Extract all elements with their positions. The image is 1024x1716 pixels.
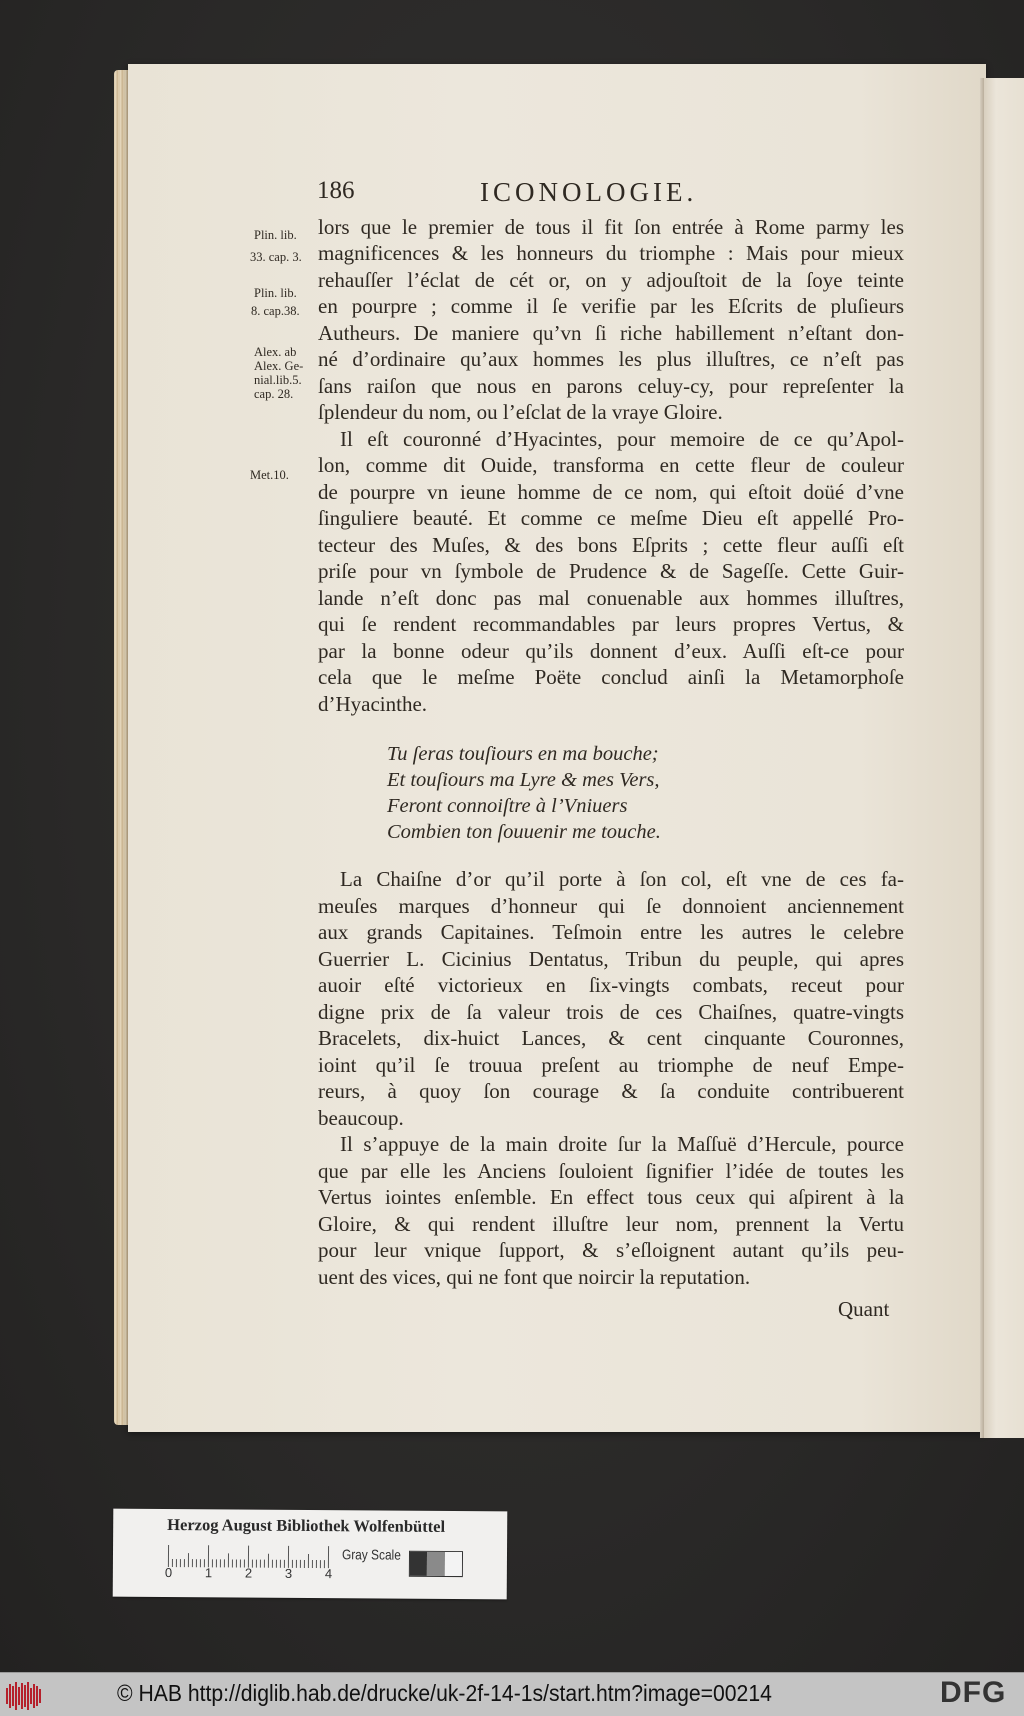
- text-line: né d’ordinaire qu’aux hommes les plus illuſtres, ce n’eſt pas: [318, 347, 904, 371]
- text-line: rehauſſer l’éclat de cét or, on y adjouſtoit de la ſoye teinte: [318, 268, 904, 292]
- swatch-light: [445, 1552, 462, 1576]
- gray-scale-card: [113, 1509, 508, 1600]
- text-line: priſe pour vn ſymbole de Prudence & de Sageſſe. Cette Guir-: [318, 559, 904, 583]
- text-line: cela que le meſme Poëte conclud ainſi la Metamorphoſe: [318, 665, 904, 689]
- text-line: La Chaiſne d’or qu’il porte à ſon col, eſt vne de ces fa-: [340, 867, 904, 891]
- gray-scale-label: Gray Scale: [341, 1546, 401, 1563]
- margin-note-line: Plin. lib.: [254, 228, 297, 242]
- margin-note: [254, 345, 303, 401]
- text-line: lon, comme dit Ouide, transforma en cette fleur de couleur: [318, 453, 904, 477]
- gray-scale-swatches: [409, 1551, 463, 1577]
- running-head: [317, 177, 877, 211]
- text-line: Il s’appuye de la main droite ſur la Maſſuë d’Hercule, pource: [340, 1132, 904, 1156]
- text-line: qui ſe rendent recommandables par leurs propres Vertus, &: [318, 612, 904, 636]
- text-line: Gloire, & qui rendent illuſtre leur nom, prennent la Vertu: [318, 1212, 904, 1236]
- text-line: d’Hyacinthe.: [318, 692, 428, 716]
- text-line: de pourpre vn ieune homme de ce nom, qui eſtoit doüé d’vne: [318, 480, 904, 504]
- dfg-logo: DFG: [940, 1676, 1007, 1709]
- verse-line: Et touſiours ma Lyre & mes Vers,: [387, 769, 660, 791]
- text-line: digne prix de ſa valeur trois de ces Chaiſnes, quatre-vingts: [318, 1000, 904, 1024]
- text-line: lors que le premier de tous il fit ſon entrée à Rome parmy les: [318, 215, 904, 239]
- text-line: en pourpre ; comme il ſe verifie par les Eſcrits de pluſieurs: [318, 294, 904, 318]
- text-line: uent des vices, qui ne font que noircir la reputation.: [318, 1265, 751, 1289]
- margin-note: [251, 304, 300, 318]
- margin-note-line: Met.10.: [250, 468, 289, 482]
- running-title: ICONOLOGIE.: [480, 177, 698, 207]
- margin-note: [250, 250, 302, 264]
- margin-note: [254, 228, 297, 242]
- text-line: ſplendeur du nom, ou l’eſclat de la vraye Gloire.: [318, 400, 723, 424]
- text-line: Guerrier L. Cicinius Dentatus, Tribun du peuple, qui apres: [318, 947, 904, 971]
- margin-note-line: Plin. lib.: [254, 286, 297, 300]
- margin-note-line: nial.lib.5.: [254, 373, 302, 387]
- ruler-number: 2: [244, 1565, 253, 1581]
- text-line: reurs, à quoy ſon courage & ſa conduite contribuerent: [318, 1079, 904, 1103]
- text-line: aux grands Capitaines. Teſmoin entre les autres le celebre: [318, 920, 904, 944]
- text-line: ioint qu’il ſe trouua preſent au triomphe de neuf Empe-: [318, 1053, 904, 1077]
- text-line: beaucoup.: [318, 1106, 404, 1130]
- text-line: Il eſt couronné d’Hyacintes, pour memoire de ce qu’Apol-: [340, 427, 904, 451]
- ruler-number: 4: [324, 1566, 333, 1582]
- page-number: 186: [317, 177, 355, 204]
- margin-note: [254, 286, 297, 300]
- text-line: ſans raiſon que nous en parons celuy-cy, pour repreſenter la: [318, 374, 904, 398]
- text-line: par la bonne odeur qu’ils donnent d’eux. Auſſi eſt-ce pour: [318, 639, 904, 663]
- margin-note-line: cap. 28.: [254, 387, 294, 401]
- text-line: ſinguliere beauté. Et comme ce meſme Dieu eſt appellé Pro-: [318, 506, 904, 530]
- ruler-number: 1: [204, 1565, 213, 1581]
- swatch-mid: [427, 1552, 444, 1576]
- text-line: auoir eſté victorieux en ſix-vingts combats, receut pour: [318, 973, 904, 997]
- verse-line: Feront connoiſtre à l’Vniuers: [387, 795, 628, 817]
- ruler-number: 0: [164, 1564, 173, 1581]
- text-line: magnificences & les honneurs du triomphe : Mais pour mieux: [318, 241, 904, 265]
- swatch-dark: [410, 1552, 427, 1576]
- copyright-link[interactable]: © HAB http://diglib.hab.de/drucke/uk-2f-14-1s/start.htm?image=00214: [117, 1680, 772, 1706]
- margin-note-line: Alex. Ge-: [254, 359, 304, 373]
- text-line: que par elle les Anciens ſouloient ſignifier l’idée de toutes les: [318, 1159, 904, 1183]
- text-line: tecteur des Muſes, & des bons Eſprits ; cette fleur auſſi eſt: [318, 533, 904, 557]
- text-line: Bracelets, dix-huict Lances, & cent cinquante Couronnes,: [318, 1026, 904, 1050]
- text-line: Vertus iointes enſemble. En effect tous ceux qui aſpirent à la: [318, 1185, 904, 1209]
- text-line: meuſes marques d’honneur qui ſe donnoient anciennement: [318, 894, 904, 918]
- ruler-number: 3: [284, 1565, 293, 1581]
- verse-line: Combien ton ſouuenir me touche.: [387, 821, 661, 843]
- institution-name: Herzog August Bibliothek Wolfenbüttel: [167, 1515, 446, 1536]
- footer-bar: [0, 1672, 1024, 1716]
- margin-note-line: Alex. ab: [254, 345, 297, 359]
- text-line: lande n’eſt donc pas mal conuenable aux hommes illuſtres,: [318, 586, 904, 610]
- margin-note-line: 8. cap.38.: [251, 304, 300, 318]
- text-line: pour leur vnique ſupport, & s’eſloignent autant qu’ils peu-: [318, 1238, 904, 1262]
- catchword: Quant: [838, 1297, 890, 1321]
- text-line: Autheurs. De maniere qu’vn ſi riche habillement n’eſtant don-: [318, 321, 904, 345]
- margin-note: [250, 468, 289, 482]
- verse-line: Tu ſeras touſiours en ma bouche;: [387, 743, 659, 765]
- hab-logo-icon: [6, 1681, 46, 1711]
- margin-note-line: 33. cap. 3.: [250, 250, 302, 264]
